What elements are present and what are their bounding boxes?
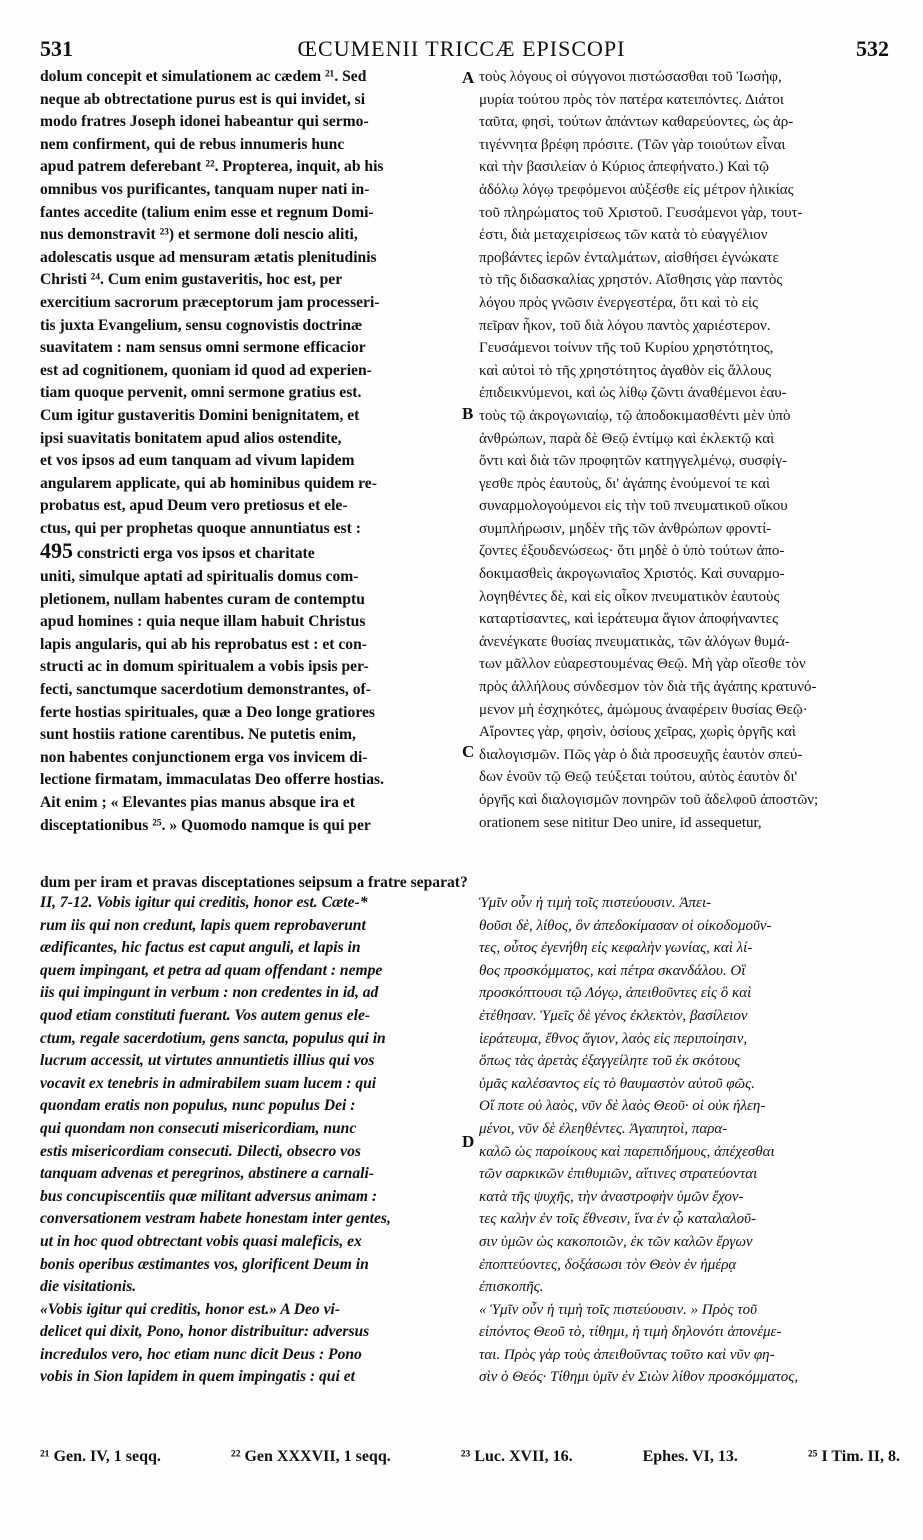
latin-line: lectione firmatam, immaculatas Deo offerre hostias. [40, 771, 384, 789]
full-width-line: dum per iram et pravas disceptationes seipsum a fratre separat? [40, 874, 468, 891]
greek-line: ἐπισκοπῆς. [479, 1279, 544, 1296]
latin-line: iis qui impingunt in verbum : non credentes in id, ad [40, 984, 379, 1002]
greek-line: θοῦσι δὲ, λίθος, ὃν ἀπεδοκίμασαν οἱ οἰκοδομοῦν- [479, 917, 772, 934]
latin-line: lucrum accessit, ut virtutes annuntietis illius qui vos [40, 1052, 375, 1070]
footnote: ²¹ Gen. IV, 1 seqq. [40, 1448, 161, 1465]
greek-line: ἐπιδεικνύμενοι, καὶ ὡς λίθῳ ζῶντι ἀναθέμενοι ἑαυ- [479, 385, 787, 402]
greek-line: συμπλήρωσιν, μηδὲν τῆς τῶν ἀνθρώπων φροντί- [479, 520, 772, 537]
latin-line: non habentes conjunctionem erga vos invicem di- [40, 748, 368, 766]
greek-line: ὀργῆς καὶ διαλογισμῶν πονηρῶν τοῦ ἀδελφοῦ ἀποστῶν; [479, 792, 819, 808]
greek-line: τοῦ πληρώματος τοῦ Χριστοῦ. Γευσάμενοι γὰρ, τουτ- [479, 204, 803, 221]
latin-line: die visitationis. [40, 1278, 137, 1296]
greek-line: ὑμᾶς καλέσαντος εἰς τὸ θαυμαστὸν αὐτοῦ φῶς. [479, 1075, 755, 1092]
latin-line: dolum concepit et simulationem ac cædem ²¹. Sed [40, 68, 367, 85]
greek-line: πρὸς ἀλλήλους σύνδεσμον τὸν διὰ τῆς ἀγάπης κρατυνό- [479, 679, 817, 696]
latin-line: ferte hostias spirituales, quæ a Deo longe gratiores [40, 703, 375, 721]
latin-line: omnibus vos purificantes, tanquam nuper nati in- [40, 180, 370, 198]
latin-line: incredulos vero, hoc etiam nunc dicit Deus : Pono [40, 1345, 362, 1363]
latin-line: pletionem, nullam habentes curam de contemptu [40, 590, 365, 608]
footnote: ²⁵ I Tim. II, 8. [807, 1448, 900, 1465]
latin-line: et vos ipsos ad eum tanquam ad vivum lapidem [40, 452, 355, 470]
latin-line: ctus, qui per prophetas quoque annuntiatus est : [40, 519, 361, 537]
greek-line: ὄντι καὶ διὰ τῶν προφητῶν κατηγγελμένῳ, συσφίγ- [479, 453, 787, 470]
footnote: Ephes. VI, 13. [642, 1448, 738, 1465]
greek-line: ζοντες ἐξουδενώσεως· ὅτι μηδὲ ὁ ὑπὸ τούτων ἀπο- [479, 543, 785, 560]
greek-line: « Ὑμῖν οὖν ἡ τιμὴ τοῖς πιστεύουσιν. » Πρὸς τοῦ [479, 1301, 757, 1318]
latin-line: fecti, sanctumque sacerdotium demonstrantes, of- [40, 681, 371, 699]
latin-line: modo fratres Joseph idonei habeantur qui sermo- [40, 113, 369, 131]
footnote: ²³ Luc. XVII, 16. [460, 1448, 573, 1465]
greek-line: ἀνενέγκατε θυσίας πνευματικὰς, τῶν ἀλόγων θυμά- [479, 633, 790, 650]
greek-line: μενον μὴ ἐσχηκότες, ἀμώμους ἀναφέρειν θυσίας Θεῷ· [479, 701, 808, 718]
latin-line: vocavit ex tenebris in admirabilem suam lucem : qui [40, 1074, 377, 1092]
latin-line: lapis angularis, qui ab his reprobatus est : et con- [40, 635, 367, 653]
greek-line: μένοι, νῦν δὲ ἐλεηθέντες. Ἀγαπητοὶ, παρα- [479, 1120, 728, 1137]
latin-line: est ad cognitionem, quoniam id quod ad experien- [40, 361, 372, 379]
greek-line: ται. Πρὸς γὰρ τοὺς ἀπειθοῦντας τοῦτο καὶ νῦν φη- [479, 1346, 775, 1363]
greek-line: συναρμολογούμενοι εἰς τὴν τοῦ πνευματικοῦ οἴκου [479, 498, 788, 515]
greek-line: Ὑμῖν οὖν ἡ τιμὴ τοῖς πιστεύουσιν. Ἀπει- [479, 895, 712, 911]
latin-line: quem impingant, et petra ad quam offendant : nempe [40, 961, 383, 979]
latin-line: adolescatis usque ad mensuram ætatis plenitudinis [40, 248, 377, 266]
greek-line: Αἴροντες γὰρ, φησὶν, ὁσίους χεῖρας, χωρὶς ὀργῆς καὶ [479, 724, 796, 741]
greek-line: γεσθε πρὸς ἑαυτοὺς, δι' ἀγάπης ἑνούμενοί τε καὶ [479, 475, 771, 492]
greek-line: διαλογισμῶν. Πῶς γὰρ ὁ διὰ προσευχῆς ἑαυτὸν σπεύ- [479, 746, 803, 763]
greek-line: μυρία τούτου πρὸς τὸν πατέρα κατειπόντες. Διάτοι [479, 91, 784, 108]
greek-line: προσκόπτουσι τῷ Λόγῳ, ἀπειθοῦντες εἰς ὃ καὶ [479, 985, 752, 1002]
greek-line: ἐποπτεύοντες, δοξάσωσι τὸν Θεὸν ἐν ἡμέρᾳ [479, 1256, 737, 1273]
latin-column-bottom [40, 892, 460, 1389]
greek-line: καλῶ ὡς παροίκους καὶ παρεπιδήμους, ἀπέχεσθαι [479, 1143, 775, 1160]
greek-line: τοὺς τῷ ἀκρογωνιαίῳ, τῷ ἀποδοκιμασθέντι μὲν ὑπὸ [479, 407, 791, 424]
greek-line: Γευσάμενοι τοίνυν τῆς τοῦ Κυρίου χρηστότητος, [479, 340, 774, 357]
latin-line: nus demonstravit ²³) et sermone doli nescio aliti, [40, 226, 358, 244]
greek-line: orationem sese nititur Deo unire, id assequetur, [479, 814, 762, 831]
greek-column-top [479, 66, 889, 834]
latin-line: suavitatem : nam sensus omni sermone efficacior [40, 339, 366, 357]
latin-line: Ait enim ; « Elevantes pias manus absque ira et [40, 794, 355, 811]
latin-line: tanquam advenas et peregrinos, abstinere a carnali- [40, 1165, 374, 1183]
greek-line: Οἵ ποτε οὐ λαὸς, νῦν δὲ λαὸς Θεοῦ· οἱ οὐκ ἠλεη- [479, 1098, 766, 1115]
latin-line: ctum, regale sacerdotium, gens sancta, populus qui in [40, 1029, 386, 1047]
latin-line: ut in hoc quod obtrectant vobis quasi maleficis, ex [40, 1232, 362, 1250]
greek-line: δοκιμασθεὶς ἀκρογωνιαῖος Χριστός. Καὶ συναρμο- [479, 566, 785, 583]
running-title: ŒCUMENII TRICCÆ EPISCOPI [297, 36, 626, 61]
greek-column-bottom [479, 892, 889, 1389]
greek-line: ἐτέθησαν. Ὑμεῖς δὲ γένος ἐκλεκτὸν, βασίλειον [479, 1007, 748, 1024]
column-page-marker: 495 [40, 540, 73, 564]
greek-line: ἀδόλῳ λόγῳ τρεφόμενοι αὐξέσθε εἰς μέτρον ἡλικίας [479, 181, 794, 198]
greek-line: των μᾶλλον εὐαρεστουμένας Θεῷ. Μὴ γὰρ οἴεσθε τὸν [479, 656, 806, 673]
greek-line: ἀνθρώπων, παρὰ δὲ Θεῷ ἐντίμῳ καὶ ἐκλεκτῷ καὶ [479, 430, 775, 447]
left-page-number: 531 [40, 36, 73, 61]
latin-line: conversationem vestram habete honestam inter gentes, [40, 1210, 391, 1228]
greek-line: δων ἑνοῦν τῷ Θεῷ τεύξεται τούτου, αὐτὸς ἑαυτὸν δι' [479, 769, 798, 786]
margin-letter-b: B [462, 404, 474, 423]
latin-line: uniti, simulque aptati ad spiritualis domus com- [40, 568, 359, 586]
greek-line: τες καλὴν ἐν τοῖς ἔθνεσιν, ἵνα ἐν ᾧ καταλαλοῦ- [479, 1211, 756, 1228]
margin-letter-d: D [462, 1132, 475, 1151]
latin-line: «Vobis igitur qui creditis, honor est.» A Deo vi- [40, 1300, 341, 1318]
latin-line: apud homines : quia neque illam habuit Christus [40, 613, 366, 631]
greek-line: ὅπως τὰς ἀρετὰς ἐξαγγείλητε τοῦ ἐκ σκότους [479, 1053, 741, 1070]
greek-line: σὶν ὁ Θεός· Τίθημι ὑμῖν ἐν Σιὼν λίθον προσκόμματος, [479, 1369, 799, 1386]
latin-line: delicet qui dixit, Pono, honor distribuitur: adversus [40, 1323, 370, 1341]
greek-line: καὶ αὐτοὶ τὸ τῆς χρηστότητος ἀγαθὸν εἰς ἄλλους [479, 362, 772, 379]
greek-line: εἰπόντος Θεοῦ τὸ, τίθημι, ἡ τιμὴ δηλονότι ἀπονέμε- [479, 1324, 782, 1341]
latin-line: tiam quoque pervenit, omni sermone gratius est. [40, 384, 362, 402]
greek-line: τῶν σαρκικῶν ἐπιθυμιῶν, αἵτινες στρατεύονται [479, 1166, 758, 1183]
latin-line: estis misericordiam consecuti. Dilecti, obsecro vos [40, 1142, 361, 1160]
latin-line: bus concupiscentiis quæ militant adversus animam : [40, 1187, 378, 1205]
greek-line: τοὺς λόγους οἱ σύγγονοι πιστώσασθαι τοῦ Ἰωσὴφ, [479, 69, 782, 85]
greek-line: κατὰ τῆς ψυχῆς, τὴν ἀναστροφὴν ὑμῶν ἔχον- [479, 1188, 744, 1205]
latin-line: exercitium sacrorum præceptorum jam processeri- [40, 293, 380, 311]
latin-line: rum iis qui non credunt, lapis quem reprobaverunt [40, 916, 366, 934]
greek-line: τες, οὗτος ἐγενήθη εἰς κεφαλὴν γωνίας, καὶ λί- [479, 940, 753, 957]
latin-line: disceptationibus ²⁵. » Quomodo namque is qui per [40, 816, 371, 834]
greek-line: ταῦτα, φησὶ, τούτων ἁπάντων καθαρεύοντες, ὡς ἀρ- [479, 114, 794, 131]
latin-line: ædificantes, hic factus est caput anguli, et lapis in [40, 939, 361, 957]
latin-line: tis juxta Evangelium, sensu cognovistis doctrinæ [40, 316, 363, 334]
greek-line: λόγου πρὸς γνῶσιν ἐνεργεστέρα, ὅτι καὶ τὸ εἰς [479, 294, 758, 311]
latin-line: Christi ²⁴. Cum enim gustaveritis, hoc est, per [40, 271, 343, 289]
latin-line: probatus est, apud Deum vero pretiosus et ele- [40, 497, 348, 515]
greek-line: θος προσκόμματος, καὶ πέτρα σκανδάλου. Οἳ [479, 962, 746, 979]
greek-line: καὶ τὴν βασιλείαν ὁ Κύριος ἀπεφήνατο.) Καὶ τῷ [479, 159, 770, 176]
margin-letter-c: C [462, 742, 475, 761]
latin-line: sunt hostiis ratione carentibus. Ne putetis enim, [40, 726, 356, 744]
latin-line: nem confirment, qui de rebus innumeris hunc [40, 135, 345, 153]
greek-line: τιγέννητα βρέφη πρόσιτε. (Τῶν γὰρ τοιούτων εἶναι [479, 136, 786, 153]
footnote: ²² Gen XXXVII, 1 seqq. [230, 1448, 391, 1465]
greek-line: έστι, διὰ μεταχειρίσεως τῶν κατὰ τὸ εὐαγγέλιον [479, 227, 768, 244]
latin-line: angularem applicate, qui ab hominibus quidem re- [40, 474, 377, 492]
margin-letter-a: A [462, 68, 475, 87]
greek-line: λογηθέντες δὲ, καὶ εἰς οἶκον πνευματικὸν ἑαυτοὺς [479, 588, 780, 605]
greek-line: προβάντες ἱερῶν ἐνταλμάτων, αἰσθήσει ἐγνώκατε [479, 249, 779, 266]
footnotes [40, 1448, 900, 1466]
latin-line: Cum igitur gustaveritis Domini benignitatem, et [40, 406, 360, 424]
latin-line: ipsi suavitatis bonitatem apud alios ostendite, [40, 429, 342, 447]
latin-line: quod etiam constituti fuerant. Vos autem genus ele- [40, 1006, 371, 1024]
latin-line: bonis operibus æstimantes vos, glorificent Deum in [40, 1255, 369, 1273]
greek-line: ἱεράτευμα, ἔθνος ἅγιον, λαὸς εἰς περιποίησιν, [479, 1030, 748, 1047]
latin-line: fantes accedite (talium enim esse et regnum Domi- [40, 203, 374, 221]
greek-line: τὸ τῆς διδασκαλίας χρηστόν. Αἴσθησις γὰρ παντὸς [479, 272, 783, 289]
greek-line: καταρτίσαντες, καὶ ἱεράτευμα ἅγιον ἀποφήναντες [479, 611, 779, 628]
latin-column-top [40, 66, 460, 837]
greek-line: σιν ὑμῶν ὡς κακοποιῶν, ἐκ τῶν καλῶν ἔργων [479, 1233, 753, 1250]
latin-line: 495 constricti erga vos ipsos et charitate [40, 540, 315, 564]
latin-line: vobis in Sion lapidem in quem impingatis : qui et [40, 1368, 355, 1386]
latin-line: structi ac in domum spiritualem a vobis ipsis per- [40, 658, 369, 676]
latin-line: quondam eratis non populus, nunc populus Dei : [40, 1097, 356, 1115]
greek-line: πεῖραν ἧκον, τοῦ διὰ λόγου παντὸς χαριέστερον. [479, 317, 771, 334]
right-page-number: 532 [856, 36, 889, 61]
latin-line: apud patrem deferebant ²². Propterea, inquit, ab his [40, 158, 384, 176]
latin-line: neque ab obtrectatione purus est is qui invidet, si [40, 90, 366, 108]
latin-line: II, 7-12. Vobis igitur qui creditis, honor est. Cæte-* [40, 894, 368, 911]
latin-line: qui quondam non consecuti misericordiam, nunc [40, 1119, 357, 1137]
